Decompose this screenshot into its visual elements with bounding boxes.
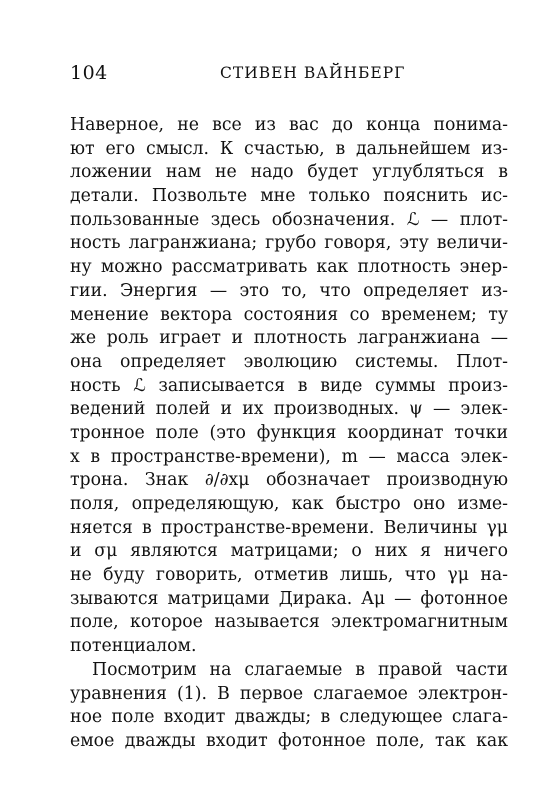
text-line: ют его смысл. К счастью, в дальнейшем из- <box>70 138 508 159</box>
text-line: менение вектора состояния со временем; ту <box>70 304 508 325</box>
text-line: трона. Знак ∂/∂xμ обозначает производную <box>70 470 508 491</box>
text-line: ложении нам не надо будет углубляться в <box>70 162 508 183</box>
body-text <box>70 114 508 754</box>
text-line: ность ℒ записывается в виде суммы произ- <box>70 375 508 396</box>
text-line: не буду говорить, отметив лишь, что γμ на- <box>70 565 508 586</box>
text-line: зываются матрицами Дирака. Aμ — фотонное <box>70 588 508 609</box>
text-line: емое дважды входит фотонное поле, так как <box>70 730 508 751</box>
text-line: уравнения (1). В первое слагаемое электрон- <box>70 683 508 704</box>
text-line: ведений полей и их производных. ψ — элек- <box>70 399 508 420</box>
text-line: и σμ являются матрицами; о них я ничего <box>70 541 508 562</box>
paragraph-1 <box>70 114 508 659</box>
text-line: детали. Позвольте мне только пояснить ис- <box>70 186 508 207</box>
text-line: ное поле входит дважды; в следующее слага- <box>70 707 508 728</box>
text-line: поля, определяющую, как быстро оно изме- <box>70 494 508 514</box>
running-head <box>70 62 508 92</box>
text-line: гии. Энергия — это то, что определяет из- <box>70 280 508 301</box>
text-line: няется в пространстве-времени. Величины γμ <box>70 517 508 538</box>
text-line: ну можно рассматривать как плотность энер- <box>70 257 508 278</box>
text-line: Посмотрим на слагаемые в правой части <box>92 659 508 680</box>
paragraph-2 <box>70 659 508 754</box>
text-line: ность лагранжиана; грубо говоря, эту величи- <box>70 233 508 254</box>
running-title: СТИВЕН ВАЙНБЕРГ <box>220 64 406 82</box>
text-line: тронное поле (это функция координат точки <box>70 422 508 443</box>
text-line: Наверное, не все из вас до конца понима- <box>70 115 508 135</box>
text-line: x в пространстве-времени), m — масса элек- <box>70 446 508 467</box>
text-line: же роль играет и плотность лагранжиана — <box>70 328 508 349</box>
text-line: потенциалом. <box>70 636 197 657</box>
text-line: она определяет эволюцию системы. Плот- <box>70 351 508 372</box>
page-number: 104 <box>70 62 108 84</box>
text-line: пользованные здесь обозначения. ℒ — плот- <box>70 209 508 230</box>
text-line: поле, которое называется электромагнитным <box>70 612 508 633</box>
